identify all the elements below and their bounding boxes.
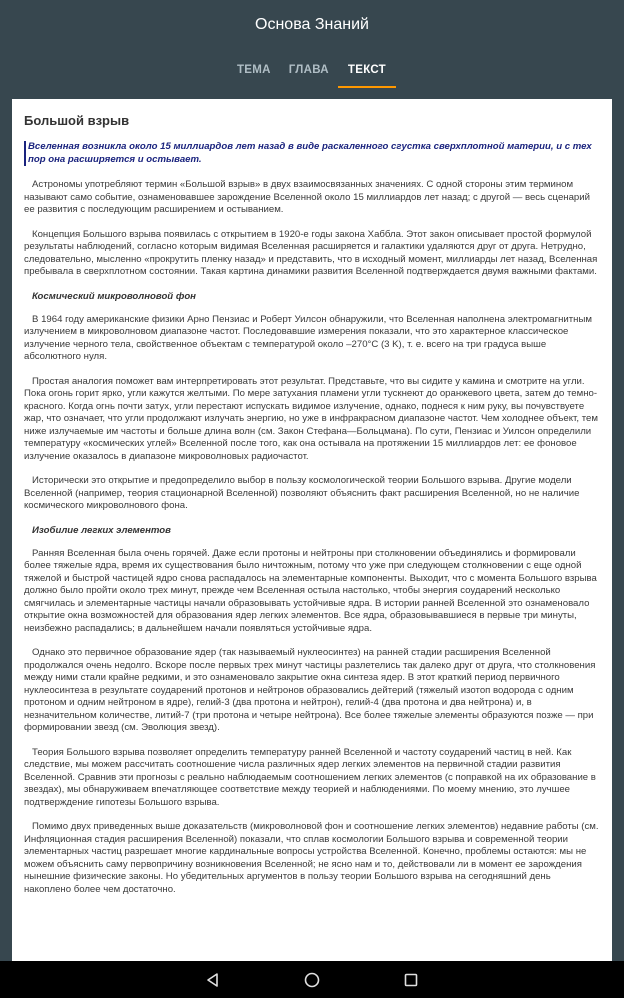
recents-button[interactable] bbox=[391, 961, 431, 998]
paragraph: Концепция Большого взрыва появилась с открытием в 1920-е годы закона Хаббла. Этот закон описывает простой формулой результаты наблюдений, согласно которым видимая Вселенная расширяется и галактики удаляются друг от друга. Нетрудно, следовательно, мысленно «прокрутить пленку назад» и представить, что в исходный момент, миллиарды лет назад, Вселенная пребывала в сверхплотном состоянии. Такая картина динамики развития Вселенной подтверждается двумя важными фактами. bbox=[24, 228, 598, 277]
paragraph: Астрономы употребляют термин «Большой взрыв» в двух взаимосвязанных значениях. С одной стороны этим термином называют само событие, ознаменовавшее зарождение Вселенной около 15 миллиардов лет назад; с другой — весь сценарий ее развития с последующим расширением и остыванием. bbox=[24, 179, 590, 215]
article-content[interactable] bbox=[12, 99, 612, 961]
tab-topic[interactable]: ТЕМА bbox=[236, 64, 271, 76]
section-heading: Изобилие легких элементов bbox=[32, 524, 171, 536]
home-button[interactable] bbox=[292, 961, 332, 998]
paragraph: Помимо двух приведенных выше доказательств (микроволновой фон и соотношение легких элементов) недавние работы (см. Инфляционная стадия расширения Вселенной) показали, что сплав космологии Большого взрыва и современной теории элементарных частиц разрешает многие кардинальные вопросы устройства Вселенной. Конечно, проблемы остаются: мы не можем объяснить саму первопричину возникновения Вселенной; не ясно нам и то, действовали ли в момент ее зарождения нынешние физические законы. Но убедительных аргументов в пользу теории Большого взрыва на сегодняшний день накоплено более чем достаточно. bbox=[24, 821, 599, 895]
system-nav-bar bbox=[0, 961, 624, 998]
recents-icon bbox=[403, 972, 419, 988]
tab-chapter[interactable]: ГЛАВА bbox=[288, 64, 329, 76]
paragraph: Простая аналогия поможет вам интерпретировать этот результат. Представьте, что вы сидите у камина и смотрите на угли. Пока огонь горит ярко, угли кажутся желтыми. По мере затухания пламени угли тускнеют до оранжевого цвета, затем до темно-красного. Когда огнь почти затух, угли перестают испускать видимое излучение, однако, поднеся к ним руку, вы почувствуете жар, что означает, что угли продолжают излучать энергию, но уже в инфракрасном диапазоне частот. Чем холоднее объект, тем ниже излучаемые им частоты и больше длина волн (см. Закон Стефана—Больцмана). По сути, Пензиас и Уилсон определили температуру «космических углей» Вселенной после того, как она остывала на протяжении 15 миллиардов лет: ее фоновое излучение оказалось в диапазоне микроволновых радиочастот. bbox=[24, 375, 598, 462]
home-icon bbox=[303, 971, 321, 989]
back-icon bbox=[205, 972, 221, 988]
paragraph: Исторически это открытие и предопределило выбор в пользу космологической теории Большого взрыва. Другие модели Вселенной (например, теория стационарной Вселенной) позволяют объяснить факт расширения Вселенной, но не наличие космического микроволнового фона. bbox=[24, 475, 580, 511]
paragraph: Теория Большого взрыва позволяет определить температуру ранней Вселенной и частоту соударений частиц в ней. Как следствие, мы можем рассчитать соотношение числа различных ядер легких элементов на первичной стадии развития Вселенной. Сравнив эти прогнозы с реально наблюдаемым соотношением легких элементов (с поправкой на их образование в звездах), мы обнаруживаем впечатляющее соответствие между теорией и наблюдениями. По моему мнению, это лучшее подтверждение гипотезы Большого взрыва. bbox=[24, 746, 596, 808]
article-title: Большой взрыв bbox=[24, 113, 130, 128]
paragraph: В 1964 году американские физики Арно Пензиас и Роберт Уилсон обнаружили, что Вселенная наполнена электромагнитным излучением в микроволновом диапазоне частот. Последовавшие измерения показали, что это характерное классическое излучение черного тела, свойственное объектам с температурой около –270°C (3 K), т. е. всего на три градуса выше абсолютного нуля. bbox=[24, 313, 592, 362]
paragraph: Ранняя Вселенная была очень горячей. Даже если протоны и нейтроны при столкновении объединялись и формировали более тяжелые ядра, время их существования было ничтожным, потому что уже при следующем столкновении с еще одной тяжелой и быстрой частицей ядро снова распадалось на элементарные компоненты. Выходит, что с момента Большого взрыва должно было пройти около трех минут, прежде чем Вселенная остыла настолько, чтобы энергия соударений несколько смягчилась и элементарные частицы начали образовывать устойчивые ядра. В истории ранней Вселенной это ознаменовало открытие окна возможностей для образования ядер легких элементов. Все ядра, образовывавшиеся в первые три минуты, неизбежно распадались; в дальнейшем начали появляться устойчивые ядра. bbox=[24, 547, 597, 634]
section-heading: Космический микроволновой фон bbox=[32, 290, 196, 302]
app-bar bbox=[0, 0, 624, 88]
article-lead: Вселенная возникла около 15 миллиардов лет назад в виде раскаленного сгустка сверхплотной материи, и с тех пор она расширяется и остывает. bbox=[24, 141, 600, 166]
paragraph: Однако это первичное образование ядер (так называемый нуклеосинтез) на ранней стадии расширения Вселенной продолжался очень недолго. Вскоре после первых трех минут частицы разлетелись так далеко друг от друга, что столкновения между ними стали крайне редкими, и это ознаменовало закрытие окна синтеза ядер. В этот краткий период первичного нуклеосинтеза в результате соударений протонов и нейтронов образовались дейтерий (тяжелый изотоп водорода с одним протоном и одним нейтроном в ядре), гелий-3 (два протона и нейтрон), гелий-4 (два протона и два нейтрона) и, в незначительном количестве, литий-7 (три протона и четыре нейтрона). Все более тяжелые элементы образуются позже — при формировании звезд (см. Эволюция звезд). bbox=[24, 647, 596, 733]
app-title: Основа Знаний bbox=[255, 16, 369, 33]
back-button[interactable] bbox=[193, 961, 233, 998]
tab-bar bbox=[0, 56, 624, 88]
tab-text[interactable]: ТЕКСТ bbox=[338, 56, 396, 88]
